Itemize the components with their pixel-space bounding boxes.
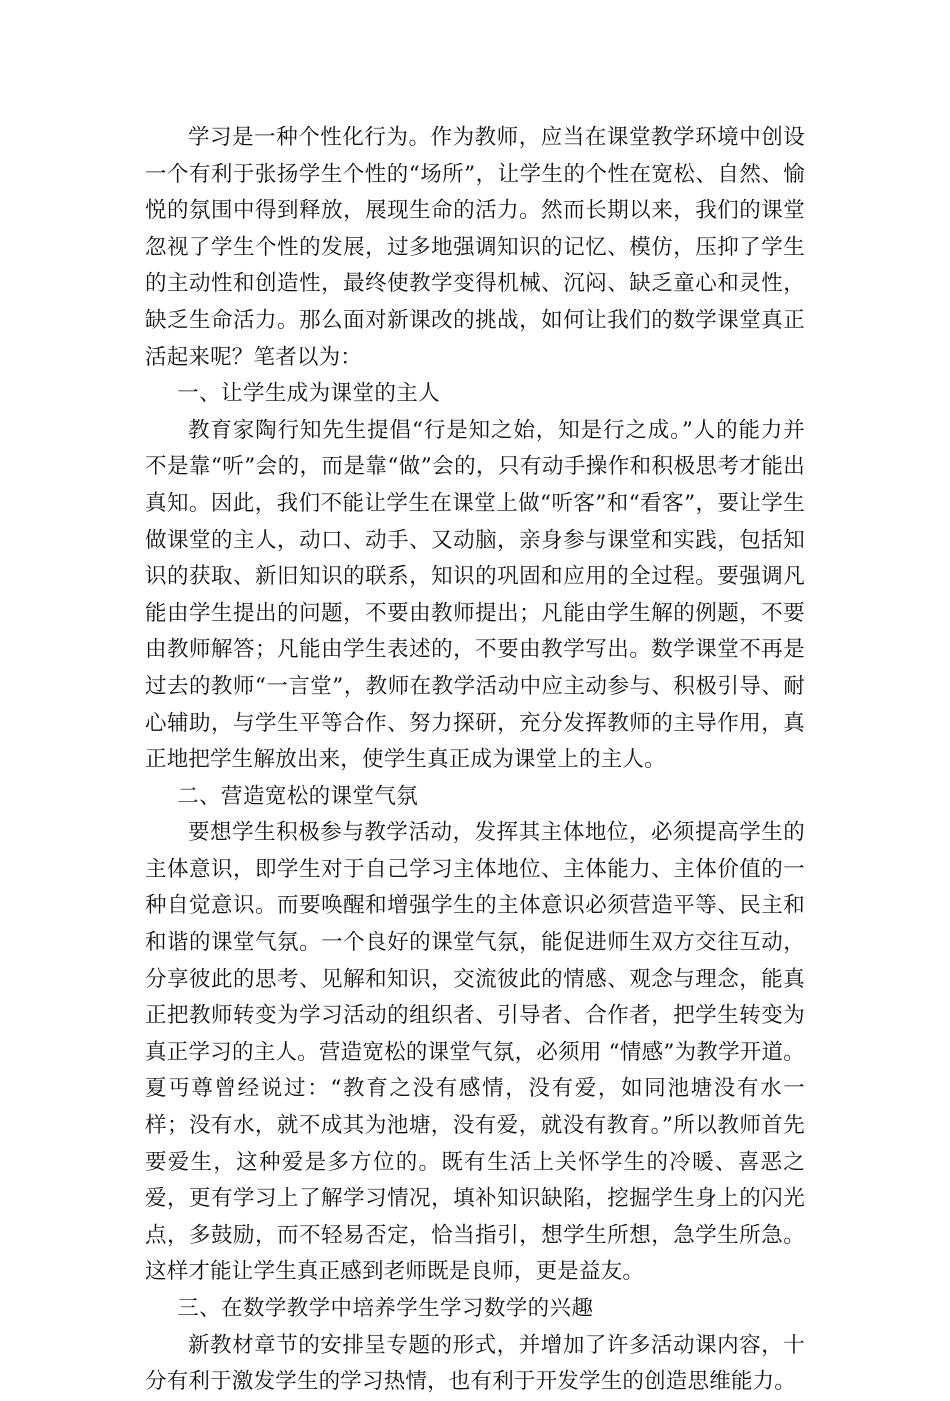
document-body xyxy=(145,120,805,1401)
section-heading-2: 二、营造宽松的课堂气氛 xyxy=(177,783,419,809)
paragraph-section-2: 要想学生积极参与教学活动，发挥其主体地位，必须提高学生的主体意识，即学生对于自己学习主体地位、主体能力、主体价值的一种自觉意识。而要唤醒和增强学生的主体意识必须营造平等、民主和和谐的课堂气氛。一个良好的课堂气氛，能促进师生双方交往互动，分享彼此的思考、见解和知识，交流彼此的情感、观念与理念，能真正把教师转变为学习活动的组织者、引导者、合作者，把学生转变为真正学习的主人。营造宽松的课堂气氛，必须用 “情感”为教学开道。夏丏尊曾经说过：“教育之没有感情，没有爱，如同池塘没有水一样；没有水，就不成其为池塘，没有爱，就没有教育。”所以教师首先要爱生，这种爱是多方位的。既有生活上关怀学生的冷暖、喜恶之爱，更有学习上了解学习情况，填补知识缺陷，挖掘学生身上的闪光点，多鼓励，而不轻易否定，恰当指引，想学生所想，急学生所急。这样才能让学生真正感到老师既是良师，更是益友。 xyxy=(145,820,805,1285)
section-heading-3: 三、在数学教学中培养学生学习数学的兴趣 xyxy=(177,1296,594,1321)
paragraph-section-3: 新教材章节的安排呈专题的形式，并增加了许多活动课内容，十分有利于激发学生的学习热情，也有利于开发学生的创造思维能力。 xyxy=(145,1332,805,1395)
paragraph-section-1: 教育家陶行知先生提倡“行是知之始，知是行之成。”人的能力并不是靠“听”会的，而是靠“做”会的，只有动手操作和积极思考才能出真知。因此，我们不能让学生在课堂上做“听客”和“看客”，要让学生做课堂的主人，动口、动手、又动脑，亲身参与课堂和实践，包括知识的获取、新旧知识的联系，知识的巩固和应用的全过程。要强调凡能由学生提出的问题，不要由教师提出；凡能由学生解的例题，不要由教师解答；凡能由学生表述的，不要由教学写出。数学课堂不再是过去的教师“一言堂”，教师在教学活动中应主动参与、积极引导、耐心辅助，与学生平等合作、努力探研，充分发挥教师的主导作用，真正地把学生解放出来，使学生真正成为课堂上的主人。 xyxy=(145,417,805,773)
section-heading-1: 一、让学生成为课堂的主人 xyxy=(177,381,441,407)
paragraph-intro: 学习是一种个性化行为。作为教师，应当在课堂教学环境中创设一个有利于张扬学生个性的“场所”，让学生的个性在宽松、自然、愉悦的氛围中得到释放，展现生命的活力。然而长期以来，我们的课堂忽视了学生个性的发展，过多地强调知识的记忆、模仿，压抑了学生的主动性和创造性，最终使教学变得机械、沉闷、缺乏童心和灵性，缺乏生命活力。那么面对新课改的挑战，如何让我们的数学课堂真正活起来呢？笔者以为： xyxy=(145,125,805,370)
